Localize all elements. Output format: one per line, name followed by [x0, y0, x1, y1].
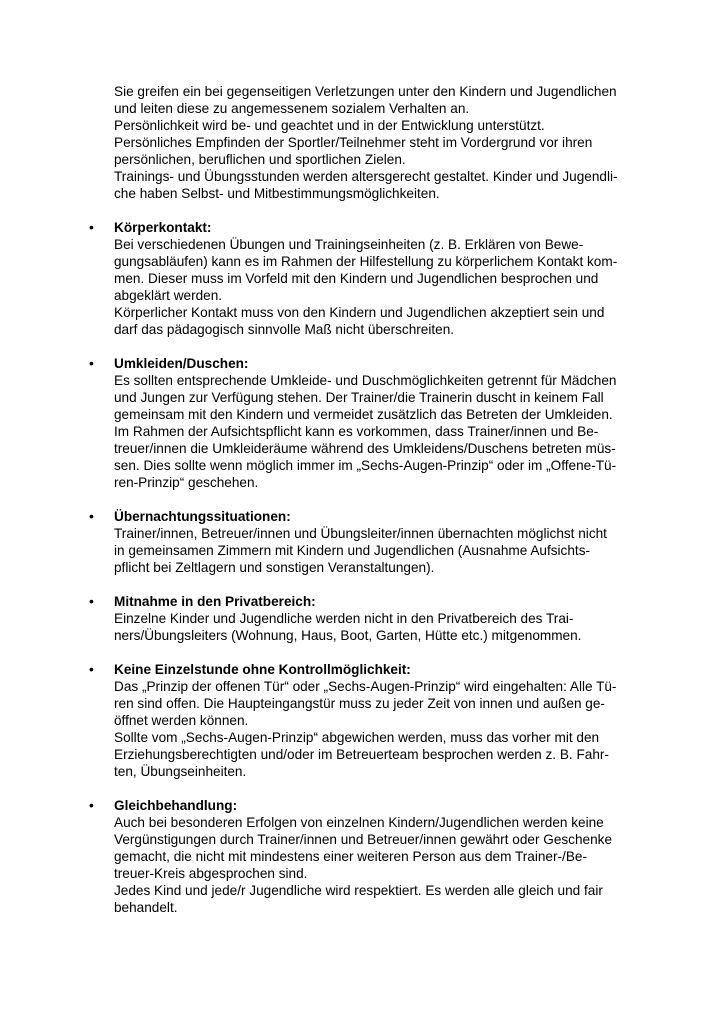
text-line: Trainings- und Übungsstunden werden altersgerecht gestaltet. Kinder und Jugendli- — [114, 169, 618, 184]
text-line: darf das pädagogisch sinnvolle Maß nicht überschreiten. — [114, 322, 455, 337]
bullet-icon: • — [89, 355, 94, 371]
text-line: Trainer/innen, Betreuer/innen und Übungsleiter/innen übernachten möglichst nicht — [114, 526, 607, 541]
section-gleichbehandlung — [89, 797, 657, 916]
document-body — [89, 83, 657, 933]
text-line: und leiten diese zu angemessenem sozialem Verhalten an. — [114, 101, 470, 116]
text-line: gemacht, die nicht mit mindestens einer weiteren Person aus dem Trainer-/Be- — [114, 849, 587, 864]
text-line: Auch bei besonderen Erfolgen von einzelnen Kindern/Jugendlichen werden keine — [114, 815, 604, 830]
section-heading: Körperkontakt: — [114, 220, 212, 235]
bullet-icon: • — [89, 661, 94, 677]
text-line: abgeklärt werden. — [114, 288, 223, 303]
text-line: Jedes Kind und jede/r Jugendliche wird respektiert. Es werden alle gleich und fair — [114, 883, 603, 898]
section-heading: Umkleiden/Duschen: — [114, 356, 249, 371]
section-heading: Keine Einzelstunde ohne Kontrollmöglichkeit: — [114, 662, 411, 677]
text-line: pflicht bei Zeltlagern und sonstigen Veranstaltungen). — [114, 560, 435, 575]
section-heading: Mitnahme in den Privatbereich: — [114, 594, 316, 609]
section-uebernachtungssituationen — [89, 508, 657, 576]
text-line: Körperlicher Kontakt muss von den Kindern und Jugendlichen akzeptiert sein und — [114, 305, 605, 320]
section-heading: Übernachtungssituationen: — [114, 509, 291, 524]
text-line: Persönlichkeit wird be- und geachtet und in der Entwicklung unterstützt. — [114, 118, 545, 133]
text-line: Bei verschiedenen Übungen und Trainingseinheiten (z. B. Erklären von Bewe- — [114, 237, 584, 252]
text-line: Vergünstigungen durch Trainer/innen und Betreuer/innen gewährt oder Geschenke — [114, 832, 613, 847]
text-line: öffnet werden können. — [114, 713, 249, 728]
intro-paragraph — [114, 83, 657, 202]
text-line: ten, Übungseinheiten. — [114, 764, 247, 779]
text-line: Das „Prinzip der offenen Tür“ oder „Sechs-Augen-Prinzip“ wird eingehalten: Alle Tü- — [114, 679, 617, 694]
bullet-icon: • — [89, 508, 94, 524]
text-line: che haben Selbst- und Mitbestimmungsmöglichkeiten. — [114, 186, 440, 201]
section-mitnahme-privatbereich — [89, 593, 657, 644]
text-line: Sollte vom „Sechs-Augen-Prinzip“ abgewichen werden, muss das vorher mit den — [114, 730, 600, 745]
section-umkleiden-duschen — [89, 355, 657, 491]
text-line: in gemeinsamen Zimmern mit Kindern und Jugendlichen (Ausnahme Aufsichts- — [114, 543, 591, 558]
bullet-icon: • — [89, 219, 94, 235]
text-line: Im Rahmen der Aufsichtspflicht kann es vorkommen, dass Trainer/innen und Be- — [114, 424, 599, 439]
text-line: gungsabläufen) kann es im Rahmen der Hilfestellung zu körperlichem Kontakt kom- — [114, 254, 618, 269]
section-keine-einzelstunde — [89, 661, 657, 780]
text-line: treuer/innen die Umkleideräume während des Umkleidens/Duschens betreten müs- — [114, 441, 616, 456]
text-line: Es sollten entsprechende Umkleide- und Duschmöglichkeiten getrennt für Mädchen — [114, 373, 617, 388]
text-line: gemeinsam mit den Kindern und vermeidet zusätzlich das Betreten der Umkleiden. — [114, 407, 613, 422]
text-line: Einzelne Kinder und Jugendliche werden nicht in den Privatbereich des Trai- — [114, 611, 574, 626]
text-line: und Jungen zur Verfügung stehen. Der Trainer/die Trainerin duscht in keinem Fall — [114, 390, 604, 405]
section-koerperkontakt — [89, 219, 657, 338]
text-line: ren sind offen. Die Haupteingangstür muss zu jeder Zeit von innen und außen ge- — [114, 696, 605, 711]
text-line: ners/Übungsleiters (Wohnung, Haus, Boot, Garten, Hütte etc.) mitgenommen. — [114, 628, 582, 643]
text-line: persönlichen, beruflichen und sportlichen Zielen. — [114, 152, 406, 167]
text-line: Persönliches Empfinden der Sportler/Teilnehmer steht im Vordergrund vor ihren — [114, 135, 593, 150]
text-line: ren-Prinzip“ geschehen. — [114, 475, 259, 490]
text-line: men. Dieser muss im Vorfeld mit den Kindern und Jugendlichen besprochen und — [114, 271, 599, 286]
section-heading: Gleichbehandlung: — [114, 798, 238, 813]
bullet-icon: • — [89, 593, 94, 609]
text-line: sen. Dies sollte wenn möglich immer im „Sechs-Augen-Prinzip“ oder im „Offene-Tü- — [114, 458, 617, 473]
bullet-icon: • — [89, 797, 94, 813]
text-line: Sie greifen ein bei gegenseitigen Verletzungen unter den Kindern und Jugendlichen — [114, 84, 617, 99]
text-line: behandelt. — [114, 900, 178, 915]
text-line: treuer-Kreis abgesprochen sind. — [114, 866, 308, 881]
text-line: Erziehungsberechtigten und/oder im Betreuerteam besprochen werden z. B. Fahr- — [114, 747, 609, 762]
